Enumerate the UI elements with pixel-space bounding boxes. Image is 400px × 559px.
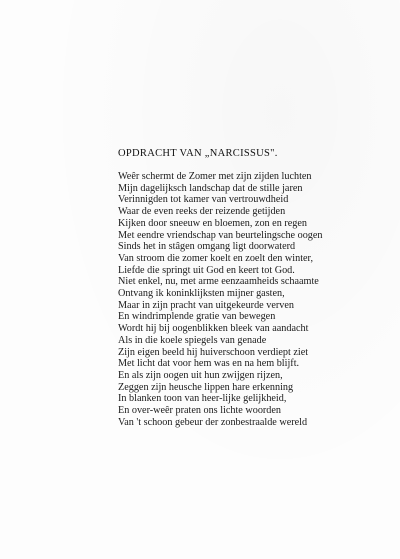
poem-line: Van stroom die zomer koelt en zoelt den winter, xyxy=(118,252,314,264)
poem-line: Ontvang ik koninklijksten mijner gasten, xyxy=(118,288,285,300)
poem-line: Verinnigden tot kamer van vertrouwdheid xyxy=(118,194,289,206)
poem-line: Met eendre vriendschap van beurtelingsche oogen xyxy=(118,229,323,241)
poem-line: Niet enkel, nu, met arme eenzaamheids schaamte xyxy=(118,276,319,288)
poem-line: Als in die koele spiegels van genade xyxy=(118,334,267,346)
poem-line: Mijn dagelijksch landschap dat de stille jaren xyxy=(118,182,303,194)
poem-line: Kijken door sneeuw en bloemen, zon en regen xyxy=(118,217,307,229)
poem-line: En over-weêr praten ons lichte woorden xyxy=(118,405,282,417)
poem-line: Van 't schoon gebeur der zonbestraalde wereld xyxy=(118,416,308,428)
poem-lines xyxy=(118,171,388,428)
poem-line: Sinds het in stâgen omgang ligt doorwaterd xyxy=(118,241,296,253)
poem-line: Waar de even reeks der reizende getijden xyxy=(118,206,286,218)
poem-line: En windrimplende gratie van bewegen xyxy=(118,311,276,323)
poem-line: Weêr schermt de Zomer met zijn zijden luchten xyxy=(118,171,312,182)
poem-line: Zeggen zijn heusche lippen hare erkenning xyxy=(118,381,294,393)
poem-title: OPDRACHT VAN „NARCISSUS". xyxy=(118,148,278,159)
poem-line: Met licht dat voor hem was en na hem blijft. xyxy=(118,358,300,370)
poem-line: En als zijn oogen uit hun zwijgen rijzen, xyxy=(118,369,283,381)
poem-line: Zijn eigen beeld hij huiverschoon verdiept ziet xyxy=(118,346,309,358)
poem-line: In blanken toon van heer-lijke gelijkheid, xyxy=(118,393,287,405)
poem-line: Liefde die springt uit God en keert tot God. xyxy=(118,264,295,276)
poem-block xyxy=(118,148,388,428)
poem-line: Maar in zijn pracht van uitgekeurde verven xyxy=(118,299,294,311)
poem-line: Wordt hij bij oogenblikken bleek van aandacht xyxy=(118,323,309,335)
